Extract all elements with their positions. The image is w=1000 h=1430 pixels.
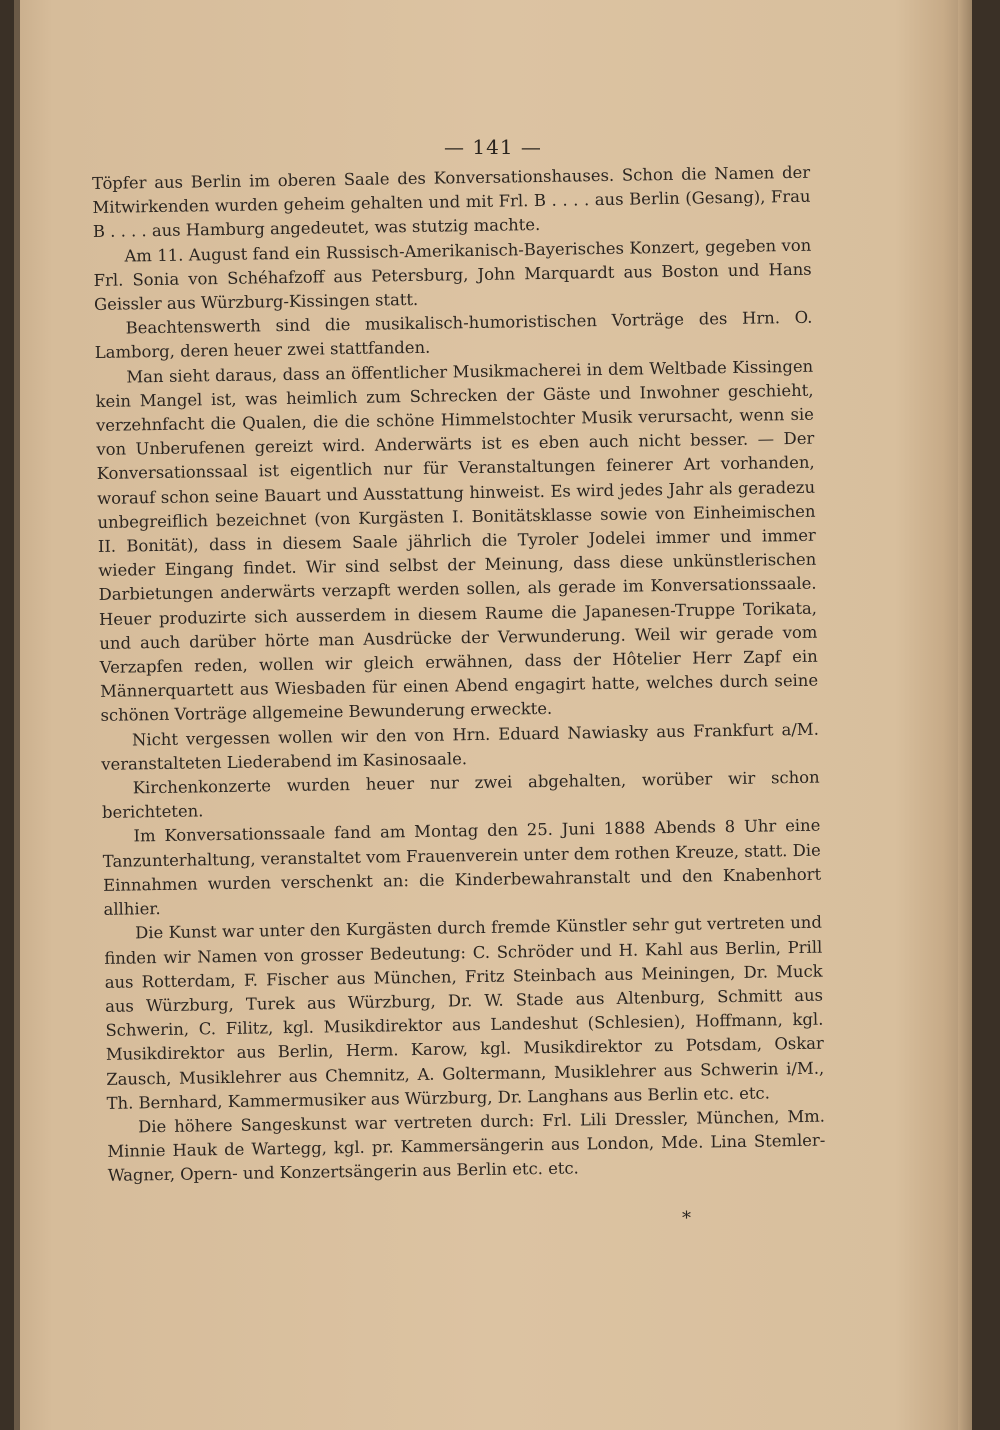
paragraph: Man sieht daraus, dass an öffentlicher Musikmacherei in dem Weltbade Kissingen kein Mangel ist, was heimlich zum Schrecken der Gäste und Inwohner geschieht, verzehnfacht die Qualen, die die schöne Himmelstochter Musik verursacht, wenn sie von Unberufenen gereizt wird. Anderwärts ist es eben auch nicht besser. — Der Konversationssaal ist eigentlich nur für Veranstaltungen feinerer Art vorhanden, worauf schon seine Bauart und Ausstattung hinweist. Es wird jedes Jahr als geradezu unbegreiflich bezeichnet (von Kurgästen I. Bonitätsklasse sowie von Einheimischen II. Bonität), dass in diesem Saale jährlich die Tyroler Jodelei immer und immer wieder Eingang findet. Wir sind selbst der Meinung, dass diese unkünstlerischen Darbietungen anderwärts verzapft werden sollen, als gerade im Konversationssaale. Heuer produzirte sich ausserdem in diesem Raume die Japanesen-Truppe Torikata, und auch darüber hörte man Ausdrücke der Verwunderung. Weil wir gerade vom Verzapfen reden, wollen wir gleich erwähnen, dass der Hôtelier Herr Zapf ein Männerquartett aus Wiesbaden für einen Abend engagirt hatte, welches durch seine schönen Vorträge allgemeine Bewunderung erweckte.	[95, 356, 819, 726]
paragraph: Im Konversationssaale fand am Montag den 25. Juni 1888 Abends 8 Uhr eine Tanzunterhaltung, veranstaltet vom Frauenverein unter dem rothen Kreuze, statt. Die Einnahmen wurden verschenkt an: die Kinderbewahranstalt und den Knabenhort allhier.	[102, 816, 822, 920]
paragraph: Töpfer aus Berlin im oberen Saale des Konversationshauses. Schon die Namen der Mitwirkenden wurden geheim gehalten und mit Frl. B . . . . aus Berlin (Gesang), Frau B . . . . aus Hamburg angedeutet, was stutzig machte.	[92, 162, 811, 242]
book-page	[14, 0, 972, 1430]
paragraph: Am 11. August fand ein Russisch-Amerikanisch-Bayerisches Konzert, gegeben von Frl. Sonia von Schéhafzoff aus Petersburg, John Marquardt aus Boston und Hans Geissler aus Würzburg-Kissingen statt.	[93, 235, 812, 314]
paragraph: Nicht vergessen wollen wir den von Hrn. Eduard Nawiasky aus Frankfurt a/M. veranstalteten Liederabend im Kasinosaale.	[101, 719, 819, 774]
body-text	[92, 161, 826, 1189]
paragraph: Die Kunst war unter den Kurgästen durch fremde Künstler sehr gut vertreten und finden wir Namen von grosser Bedeutung: C. Schröder und H. Kahl aus Berlin, Prill aus Rotterdam, F. Fischer aus München, Fritz Steinbach aus Meiningen, Dr. Muck aus Würzburg, Turek aus Würzburg, Dr. W. Stade aus Altenburg, Schmitt aus Schwerin, C. Filitz, kgl. Musikdirektor aus Landeshut (Schlesien), Hoffmann, kgl. Musikdirektor aus Berlin, Herm. Karow, kgl. Musikdirektor zu Potsdam, Oskar Zausch, Musiklehrer aus Chemnitz, A. Goltermann, Musiklehrer aus Schwerin i/M., Th. Bernhard, Kammermusiker aus Würzburg, Dr. Langhans aus Berlin etc. etc.	[104, 912, 825, 1113]
binding-fold	[14, 0, 20, 1430]
closing-asterisk: *	[682, 1208, 691, 1229]
page-edge-shadow	[958, 0, 972, 1430]
paragraph: Beachtenswerth sind die musikalisch-humoristischen Vorträge des Hrn. O. Lamborg, deren heuer zwei stattfanden.	[94, 307, 813, 363]
page-number: — 141 —	[444, 135, 542, 159]
paragraph: Die höhere Sangeskunst war vertreten durch: Frl. Lili Dressler, München, Mm. Minnie Hauk de Wartegg, kgl. pr. Kammersängerin aus London, Mde. Lina Stemler-Wagner, Opern- und Konzertsängerin aus Berlin etc. etc.	[107, 1106, 826, 1186]
paragraph: Kirchenkonzerte wurden heuer nur zwei abgehalten, worüber wir schon berichteten.	[101, 767, 820, 823]
